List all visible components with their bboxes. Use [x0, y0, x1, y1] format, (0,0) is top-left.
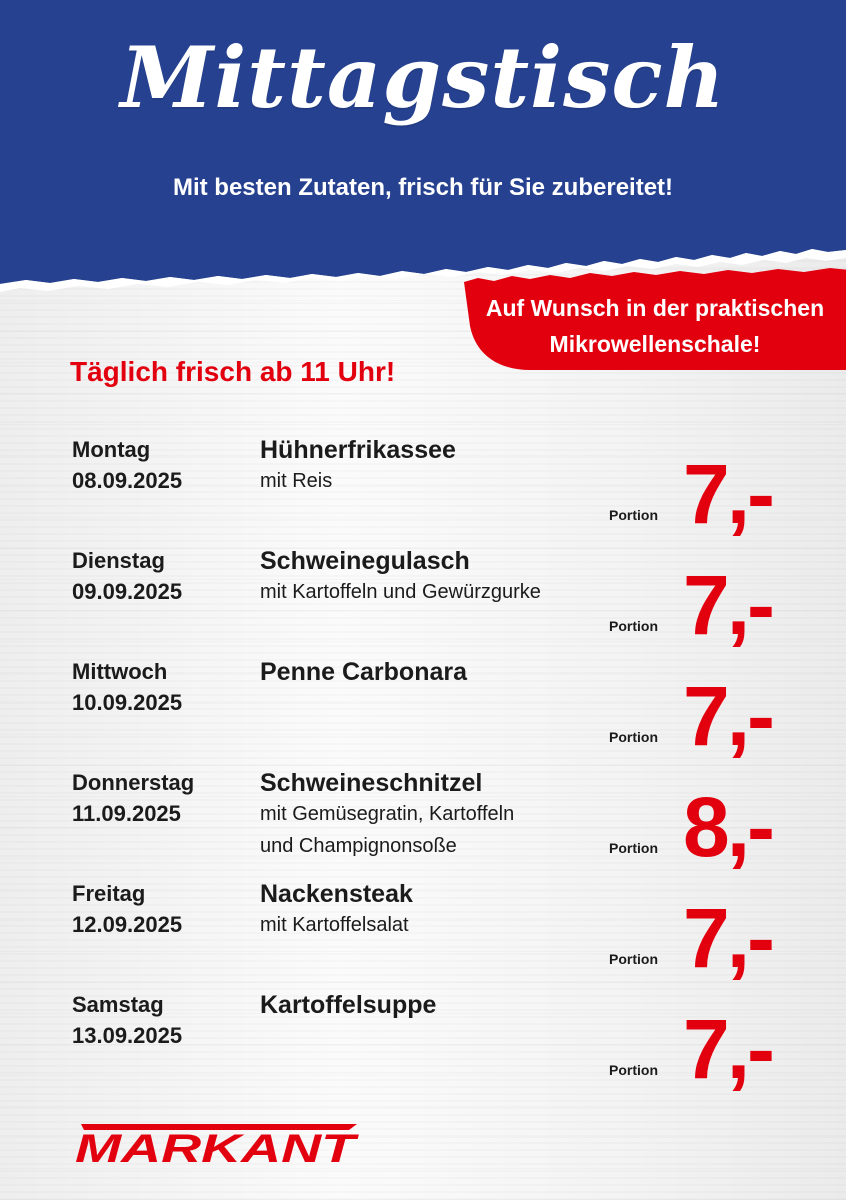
- microwave-badge: [460, 264, 846, 394]
- price: 7,-: [683, 447, 773, 541]
- day-name: Donnerstag: [72, 770, 195, 795]
- menu-row: [0, 434, 846, 545]
- markant-logo: [73, 1118, 363, 1168]
- menu-row: [0, 989, 846, 1100]
- price: 7,-: [683, 669, 773, 763]
- day-date: 11.09.2025: [72, 801, 181, 826]
- day-info: [72, 545, 182, 607]
- dish-side: mit Kartoffelsalat: [260, 914, 409, 936]
- menu-row: [0, 878, 846, 989]
- portion-label: Portion: [609, 729, 658, 745]
- dish-info: [260, 878, 413, 941]
- badge-line-2: Mikrowellenschale!: [549, 331, 761, 357]
- price: 7,-: [683, 1002, 773, 1096]
- portion-label: Portion: [609, 840, 658, 856]
- dish-info: [260, 545, 541, 608]
- day-name: Montag: [72, 437, 151, 462]
- badge-text: [460, 290, 846, 362]
- day-name: Dienstag: [72, 548, 165, 573]
- day-name: Mittwoch: [72, 659, 168, 684]
- day-info: [72, 878, 182, 940]
- page-title: Mittagstisch: [120, 28, 726, 127]
- daily-notice: Täglich frisch ab 11 Uhr!: [70, 356, 396, 387]
- day-info: [72, 767, 194, 829]
- day-date: 13.09.2025: [72, 1023, 183, 1048]
- dish-name: Penne Carbonara: [260, 658, 468, 686]
- dish-side: mit Kartoffeln und Gewürzgurke: [260, 581, 541, 603]
- day-name: Freitag: [72, 881, 146, 906]
- page-subtitle: Mit besten Zutaten, frisch für Sie zubereitet!: [172, 174, 674, 201]
- dish-info: [260, 767, 514, 862]
- logo-text: MARKANT: [75, 1127, 360, 1168]
- dish-info: [260, 434, 456, 497]
- dish-side: mit Gemüsegratin, Kartoffeln und Champignonsoße: [260, 803, 515, 857]
- portion-label: Portion: [609, 618, 658, 634]
- day-date: 10.09.2025: [72, 690, 183, 715]
- menu-row: [0, 656, 846, 767]
- price: 7,-: [683, 558, 773, 652]
- day-info: [72, 656, 182, 718]
- day-info: [72, 434, 182, 496]
- dish-name: Kartoffelsuppe: [260, 991, 437, 1019]
- portion-label: Portion: [609, 507, 658, 523]
- dish-info: [260, 656, 467, 687]
- price: 8,-: [683, 780, 773, 874]
- day-date: 12.09.2025: [72, 912, 183, 937]
- dish-name: Schweinegulasch: [260, 547, 470, 575]
- dish-name: Hühnerfrikassee: [260, 436, 456, 464]
- badge-line-1: Auf Wunsch in der praktischen: [485, 295, 825, 321]
- menu-row: [0, 767, 846, 878]
- portion-label: Portion: [609, 951, 658, 967]
- portion-label: Portion: [609, 1062, 658, 1078]
- price: 7,-: [683, 891, 773, 985]
- menu-row: [0, 545, 846, 656]
- day-date: 09.09.2025: [72, 579, 183, 604]
- dish-info: [260, 989, 436, 1020]
- header-banner: [0, 0, 846, 300]
- dish-name: Nackensteak: [260, 880, 413, 908]
- day-info: [72, 989, 182, 1051]
- dish-name: Schweineschnitzel: [260, 769, 483, 797]
- day-date: 08.09.2025: [72, 468, 183, 493]
- dish-side: mit Reis: [260, 470, 333, 492]
- day-name: Samstag: [72, 992, 164, 1017]
